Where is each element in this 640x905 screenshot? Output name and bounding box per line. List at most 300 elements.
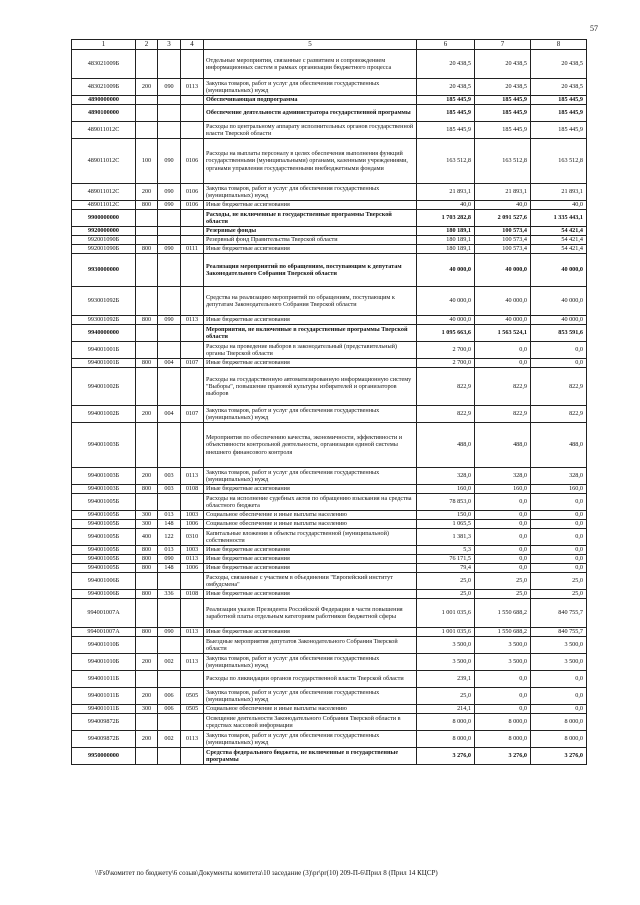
code-cell: 489011012С [72,201,136,210]
section-cell [181,342,204,359]
group-cell [136,599,158,628]
amount-cell: 25,0 [417,688,475,705]
code-cell: 994001010Б [72,637,136,654]
ministry-cell: 090 [158,245,181,254]
code-cell: 994001001Б [72,359,136,368]
header-cell: 1 [72,40,136,50]
group-cell: 300 [136,705,158,714]
amount-cell: 3 276,0 [475,748,531,765]
amount-cell: 0,0 [475,705,531,714]
amount-cell: 1 550 688,2 [475,628,531,637]
code-cell: 994001003Б [72,468,136,485]
amount-cell: 163 512,8 [417,139,475,184]
code-cell: 489011012С [72,184,136,201]
section-cell [181,573,204,590]
group-cell: 200 [136,688,158,705]
description-cell: Иные бюджетные ассигнования [204,359,417,368]
ministry-cell [158,599,181,628]
table-row [72,210,587,227]
ministry-cell [158,637,181,654]
ministry-cell: 013 [158,546,181,555]
amount-cell: 185 445,9 [417,105,475,122]
table-row [72,342,587,359]
amount-cell: 40,0 [417,201,475,210]
code-cell: 994001005Б [72,520,136,529]
section-cell: 0106 [181,184,204,201]
section-cell: 0505 [181,705,204,714]
description-cell: Обеспечение деятельности администратора государственной программы [204,105,417,122]
description-cell: Закупка товаров, работ и услуг для обеспечения государственных (муниципальных) нужд [204,468,417,485]
description-cell: Иные бюджетные ассигнования [204,546,417,555]
amount-cell: 239,1 [417,671,475,688]
amount-cell: 54 421,4 [531,227,587,236]
description-cell: Мероприятия по обеспечению качества, экономичности, эффективности и объективности контрольной деятельности, организации единой системы внешнего финансового контроля [204,423,417,468]
table-row [72,184,587,201]
amount-cell: 0,0 [475,546,531,555]
description-cell: Мероприятия, не включенные в государственные программы Тверской области [204,325,417,342]
description-cell: Иные бюджетные ассигнования [204,245,417,254]
section-cell: 1003 [181,511,204,520]
table-row [72,714,587,731]
section-cell: 0107 [181,406,204,423]
description-cell: Иные бюджетные ассигнования [204,485,417,494]
code-cell: 994001007А [72,628,136,637]
group-cell: 800 [136,628,158,637]
section-cell [181,671,204,688]
ministry-cell [158,671,181,688]
description-cell: Социальное обеспечение и иные выплаты населению [204,511,417,520]
amount-cell: 163 512,8 [475,139,531,184]
table-row [72,236,587,245]
group-cell [136,637,158,654]
code-cell: 994001005Б [72,564,136,573]
section-cell [181,748,204,765]
section-cell [181,50,204,79]
page-number: 57 [590,24,598,33]
header-row [72,40,587,50]
ministry-cell [158,368,181,406]
amount-cell: 0,0 [531,494,587,511]
ministry-cell [158,254,181,287]
amount-cell: 0,0 [531,511,587,520]
code-cell: 994001005Б [72,555,136,564]
header-cell: 7 [475,40,531,50]
ministry-cell: 090 [158,201,181,210]
amount-cell: 840 755,7 [531,628,587,637]
amount-cell: 79,4 [417,564,475,573]
code-cell: 994009872Б [72,731,136,748]
amount-cell: 3 500,0 [531,654,587,671]
amount-cell: 21 893,1 [417,184,475,201]
amount-cell: 328,0 [475,468,531,485]
amount-cell: 8 000,0 [475,731,531,748]
table-row [72,105,587,122]
amount-cell: 0,0 [475,555,531,564]
ministry-cell: 090 [158,79,181,96]
group-cell [136,122,158,139]
section-cell: 0310 [181,529,204,546]
amount-cell: 0,0 [475,359,531,368]
description-cell: Иные бюджетные ассигнования [204,564,417,573]
group-cell [136,671,158,688]
description-cell: Расходы на исполнение судебных актов по обращению взыскания на средства областного бюджета [204,494,417,511]
ministry-cell: 003 [158,485,181,494]
group-cell: 800 [136,201,158,210]
section-cell: 0106 [181,201,204,210]
amount-cell: 20 438,5 [531,50,587,79]
amount-cell: 185 445,9 [531,105,587,122]
amount-cell: 214,1 [417,705,475,714]
section-cell: 0113 [181,79,204,96]
table-row [72,359,587,368]
code-cell: 994001005Б [72,511,136,520]
amount-cell: 40 000,0 [531,254,587,287]
group-cell [136,227,158,236]
description-cell: Расходы на проведение выборов в законодательный (представительный) органы Тверской области [204,342,417,359]
code-cell: 489011012С [72,139,136,184]
amount-cell: 0,0 [475,342,531,359]
amount-cell: 0,0 [531,342,587,359]
table-row [72,590,587,599]
description-cell: Закупка товаров, работ и услуг для обеспечения государственных (муниципальных) нужд [204,406,417,423]
code-cell: 994001003Б [72,423,136,468]
group-cell [136,50,158,79]
code-cell: 994001003Б [72,485,136,494]
amount-cell: 185 445,9 [475,96,531,105]
description-cell: Средства на реализацию мероприятий по обращениям, поступающим к депутатам Законодательного Собрания Тверской области [204,287,417,316]
description-cell: Средства федерального бюджета, не включенные в государственные программы [204,748,417,765]
table-row [72,122,587,139]
amount-cell: 822,9 [417,368,475,406]
description-cell: Закупка товаров, работ и услуг для обеспечения государственных (муниципальных) нужд [204,79,417,96]
ministry-cell [158,494,181,511]
amount-cell: 3 500,0 [475,637,531,654]
code-cell: 994001006Б [72,590,136,599]
amount-cell: 8 000,0 [417,714,475,731]
header-cell: 6 [417,40,475,50]
amount-cell: 328,0 [531,468,587,485]
amount-cell: 160,0 [475,485,531,494]
table-row [72,529,587,546]
ministry-cell: 004 [158,406,181,423]
group-cell: 400 [136,529,158,546]
ministry-cell [158,342,181,359]
table-row [72,748,587,765]
amount-cell: 40 000,0 [475,254,531,287]
section-cell: 0505 [181,688,204,705]
table-row [72,96,587,105]
description-cell: Обеспечивающая подпрограмма [204,96,417,105]
group-cell: 800 [136,546,158,555]
table-row [72,637,587,654]
group-cell: 800 [136,564,158,573]
amount-cell: 185 445,9 [475,105,531,122]
table-row [72,316,587,325]
group-cell [136,368,158,406]
description-cell: Иные бюджетные ассигнования [204,201,417,210]
code-cell: 994001011Б [72,688,136,705]
ministry-cell [158,105,181,122]
code-cell: 483021009Б [72,50,136,79]
amount-cell: 853 591,6 [531,325,587,342]
table-row [72,555,587,564]
amount-cell: 3 500,0 [417,654,475,671]
amount-cell: 3 276,0 [417,748,475,765]
ministry-cell: 002 [158,654,181,671]
amount-cell: 185 445,9 [417,122,475,139]
code-cell: 483021009Б [72,79,136,96]
header-cell: 8 [531,40,587,50]
group-cell: 300 [136,511,158,520]
amount-cell: 1 550 688,2 [475,599,531,628]
group-cell: 200 [136,184,158,201]
code-cell: 9930000000 [72,254,136,287]
description-cell: Иные бюджетные ассигнования [204,316,417,325]
ministry-cell [158,748,181,765]
amount-cell: 185 445,9 [531,96,587,105]
section-cell [181,287,204,316]
table-row [72,599,587,628]
code-cell: 994001006Б [72,573,136,590]
table-row [72,671,587,688]
amount-cell: 2 700,0 [417,359,475,368]
header-cell: 5 [204,40,417,50]
table-row [72,325,587,342]
table-row [72,494,587,511]
description-cell: Освещение деятельности Законодательного Собрания Тверской области в средствах массовой информации [204,714,417,731]
description-cell: Закупка товаров, работ и услуг для обеспечения государственных (муниципальных) нужд [204,731,417,748]
amount-cell: 0,0 [475,494,531,511]
ministry-cell: 148 [158,520,181,529]
section-cell [181,105,204,122]
section-cell [181,368,204,406]
table-row [72,227,587,236]
amount-cell: 0,0 [475,671,531,688]
code-cell: 994001011Б [72,705,136,714]
group-cell: 800 [136,485,158,494]
section-cell: 1006 [181,520,204,529]
ministry-cell [158,210,181,227]
code-cell: 994001011Б [72,671,136,688]
table-row [72,546,587,555]
amount-cell: 1 381,3 [417,529,475,546]
header-cell: 3 [158,40,181,50]
description-cell: Закупка товаров, работ и услуг для обеспечения государственных (муниципальных) нужд [204,184,417,201]
table-row [72,705,587,714]
ministry-cell: 004 [158,359,181,368]
amount-cell: 0,0 [531,529,587,546]
section-cell: 0113 [181,628,204,637]
description-cell: Реализация указов Президента Российской Федерации в части повышения заработной платы отдельным категориям работников бюджетной сферы [204,599,417,628]
code-cell: 994001001Б [72,342,136,359]
amount-cell: 840 755,7 [531,599,587,628]
section-cell: 1003 [181,546,204,555]
group-cell: 800 [136,316,158,325]
group-cell [136,342,158,359]
ministry-cell: 336 [158,590,181,599]
group-cell [136,748,158,765]
section-cell [181,254,204,287]
description-cell: Капитальные вложения в объекты государственной (муниципальной) собственности [204,529,417,546]
amount-cell: 160,0 [417,485,475,494]
amount-cell: 1 001 035,6 [417,599,475,628]
group-cell: 300 [136,520,158,529]
code-cell: 994001010Б [72,654,136,671]
table-row [72,628,587,637]
description-cell: Закупка товаров, работ и услуг для обеспечения государственных (муниципальных) нужд [204,688,417,705]
description-cell: Выездные мероприятия депутатов Законодательного Собрания Тверской области [204,637,417,654]
amount-cell: 21 893,1 [531,184,587,201]
amount-cell: 0,0 [531,520,587,529]
description-cell: Иные бюджетные ассигнования [204,555,417,564]
amount-cell: 8 000,0 [531,731,587,748]
amount-cell: 0,0 [531,671,587,688]
amount-cell: 163 512,8 [531,139,587,184]
group-cell [136,325,158,342]
amount-cell: 488,0 [417,423,475,468]
budget-table [71,39,587,765]
section-cell: 0108 [181,590,204,599]
ministry-cell: 006 [158,688,181,705]
code-cell: 9950000000 [72,748,136,765]
table-row [72,79,587,96]
file-path-footer: \\Fs0\комитет по бюджету\6 созыв\Документы комитета\10 заседание (3)\pr\pr(10) 209-П-6\Прил 8 (Прил 14 КЦСР) [95,869,438,877]
amount-cell: 0,0 [475,511,531,520]
section-cell [181,637,204,654]
ministry-cell [158,714,181,731]
section-cell: 0113 [181,654,204,671]
group-cell [136,210,158,227]
amount-cell: 1 335 443,1 [531,210,587,227]
amount-cell: 0,0 [475,520,531,529]
group-cell [136,573,158,590]
group-cell [136,714,158,731]
section-cell: 0108 [181,485,204,494]
description-cell: Иные бюджетные ассигнования [204,590,417,599]
amount-cell: 1 563 524,1 [475,325,531,342]
amount-cell: 3 500,0 [531,637,587,654]
amount-cell: 180 189,1 [417,227,475,236]
code-cell: 9900000000 [72,210,136,227]
table-row [72,139,587,184]
section-cell: 1006 [181,564,204,573]
ministry-cell: 122 [158,529,181,546]
section-cell [181,210,204,227]
ministry-cell [158,573,181,590]
amount-cell: 5,3 [417,546,475,555]
code-cell: 994001005Б [72,529,136,546]
amount-cell: 185 445,9 [531,122,587,139]
amount-cell: 40 000,0 [475,287,531,316]
section-cell [181,423,204,468]
group-cell [136,254,158,287]
description-cell: Социальное обеспечение и иные выплаты населению [204,520,417,529]
table-row [72,485,587,494]
section-cell [181,599,204,628]
description-cell: Резервные фонды [204,227,417,236]
amount-cell: 185 445,9 [417,96,475,105]
amount-cell: 40 000,0 [417,316,475,325]
group-cell [136,494,158,511]
group-cell: 800 [136,590,158,599]
amount-cell: 8 000,0 [417,731,475,748]
amount-cell: 25,0 [531,573,587,590]
code-cell: 4890100000 [72,105,136,122]
section-cell [181,236,204,245]
section-cell: 0113 [181,731,204,748]
table-row [72,654,587,671]
table-row [72,423,587,468]
amount-cell: 3 500,0 [475,654,531,671]
description-cell: Иные бюджетные ассигнования [204,628,417,637]
table-row [72,573,587,590]
header-cell: 4 [181,40,204,50]
code-cell: 992001090Б [72,236,136,245]
amount-cell: 78 853,0 [417,494,475,511]
code-cell: 994009872Б [72,714,136,731]
amount-cell: 1 703 282,8 [417,210,475,227]
description-cell: Расходы, не включенные в государственные программы Тверской области [204,210,417,227]
group-cell: 200 [136,406,158,423]
amount-cell: 822,9 [531,406,587,423]
table-row [72,287,587,316]
section-cell: 0113 [181,316,204,325]
code-cell: 994001002Б [72,368,136,406]
ministry-cell [158,96,181,105]
amount-cell: 25,0 [531,590,587,599]
ministry-cell: 006 [158,705,181,714]
section-cell: 0107 [181,359,204,368]
ministry-cell [158,122,181,139]
ministry-cell: 090 [158,628,181,637]
amount-cell: 0,0 [531,546,587,555]
description-cell: Резервный фонд Правительства Тверской области [204,236,417,245]
group-cell: 800 [136,555,158,564]
amount-cell: 0,0 [531,688,587,705]
amount-cell: 150,0 [417,511,475,520]
amount-cell: 822,9 [475,406,531,423]
amount-cell: 2 091 527,6 [475,210,531,227]
amount-cell: 180 189,1 [417,236,475,245]
section-cell [181,494,204,511]
description-cell: Расходы на выплаты персоналу в целях обеспечения выполнения функций государственными (муниципальными) органами, казенными учреждениями, органами управления государственными внебюджетными фондами [204,139,417,184]
description-cell: Закупка товаров, работ и услуг для обеспечения государственных (муниципальных) нужд [204,654,417,671]
amount-cell: 76 171,5 [417,555,475,564]
amount-cell: 328,0 [417,468,475,485]
description-cell: Расходы, связанные с участием в объединении "Европейский институт омбудсмена" [204,573,417,590]
code-cell: 992001090Б [72,245,136,254]
description-cell: Отдельные мероприятия, связанные с развитием и сопровождением информационных систем в рамках организации бюджетного процесса [204,50,417,79]
amount-cell: 3 500,0 [417,637,475,654]
amount-cell: 40 000,0 [531,316,587,325]
table-row [72,406,587,423]
amount-cell: 25,0 [417,590,475,599]
amount-cell: 1 095 663,6 [417,325,475,342]
code-cell: 993001092Б [72,316,136,325]
ministry-cell: 013 [158,511,181,520]
ministry-cell [158,287,181,316]
amount-cell: 40,0 [531,201,587,210]
ministry-cell: 003 [158,468,181,485]
amount-cell: 0,0 [531,359,587,368]
amount-cell: 25,0 [417,573,475,590]
table-row [72,511,587,520]
ministry-cell: 090 [158,316,181,325]
amount-cell: 20 438,5 [417,79,475,96]
amount-cell: 1 001 035,6 [417,628,475,637]
group-cell [136,236,158,245]
table-row [72,688,587,705]
